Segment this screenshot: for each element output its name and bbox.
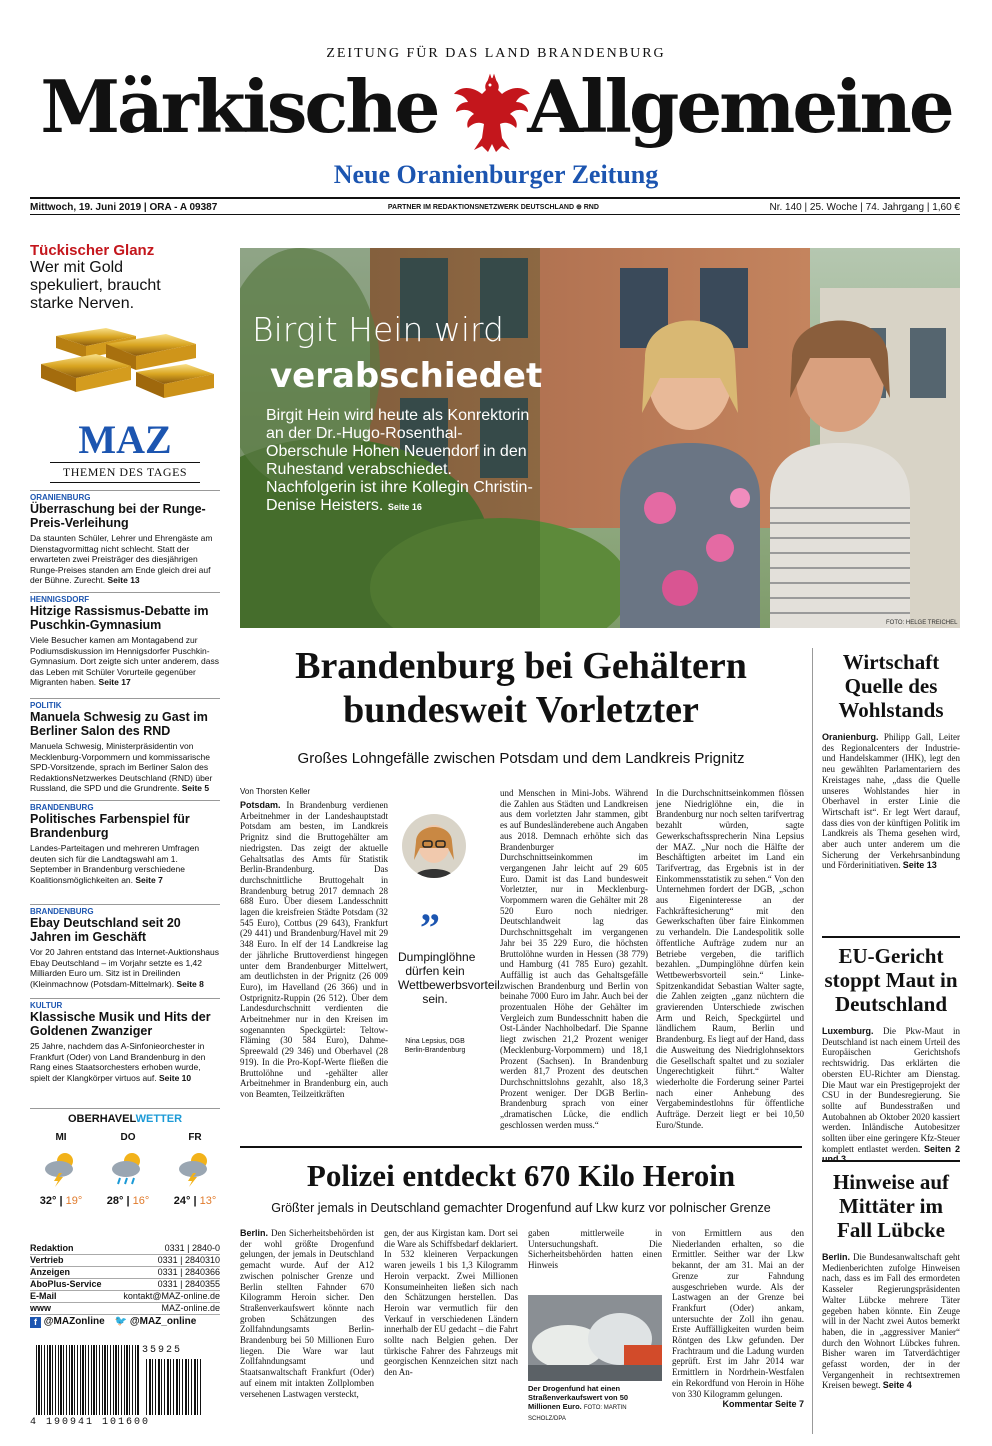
topic-item[interactable] (30, 800, 220, 885)
topic-headline: Politisches Farbenspiel für Brandenburg (30, 812, 190, 840)
topic-text: Vor 20 Jahren entstand das Internet-Auktionshaus Ebay Deutschland – im Vorjahr setzte es 1,42 Milliarden Euro um. Sitz ist in Dreilinden (Kleinmachnow (Potsdam-Mittelmark). Seite 8 (30, 947, 220, 989)
topic-page: Seite 13 (107, 575, 140, 585)
rain-cloud-icon (108, 1147, 148, 1187)
thunder-cloud-icon (175, 1147, 215, 1187)
website-link[interactable]: MAZ-online.de (161, 1303, 220, 1313)
topic-page: Seite 7 (135, 874, 163, 885)
topic-category: HENNIGSDORF (30, 592, 220, 604)
contact-row[interactable]: www MAZ-online.de (30, 1303, 220, 1313)
barcode-addon-bars (146, 1359, 202, 1415)
right-article-page: Seite 4 (882, 1380, 912, 1391)
contact-row: Vertrieb 0331 | 2840310 (30, 1255, 220, 1265)
weather-day-label: DO (120, 1132, 136, 1143)
right-article[interactable] (822, 944, 960, 1165)
right-article-page: Seite 13 (902, 860, 937, 871)
topic-text: Manuela Schwesig, Ministerpräsidentin von Mecklenburg-Vorpommern und kommissarische SPD-Vorsitzende, sprach im Berliner Salon des RedaktionsNetzwerkes Deutschland (RND) über Russland, die SPD und die Grundrente. Seite 5 (30, 741, 213, 793)
right-article[interactable] (822, 650, 960, 871)
barcode-top-number: 35925 (142, 1345, 183, 1356)
right-article-headline: Hinweise auf Mittäter im Fall Lübcke (832, 1170, 950, 1242)
drug-photo-caption: Der Drogenfund hat einen Straßenverkaufswert von 50 Millionen Euro. FOTO: MARTIN SCHOLZ/DPA (528, 1384, 629, 1422)
topic-text: Viele Besucher kamen am Montagabend zur Podiumsdiskussion im Hennigsdorfer Puschkin-Gymnasium. Dort zeigte sich unter anderem, dass das Leben mit Schüler Vorurteile gegenüber Migranten haben. Seite 17 (30, 635, 219, 687)
main-col-2: und Menschen in Mini-Jobs. Während die Zahlen aus Städten und Landkreisen aus dem vorletzten Jahr stammen, gibt es auf Bundesländerebene auch Angaben aus 2018. Demnach erhöhte sich das Brandenburger Durchschnittseinkommen im vergangenen Jahr leicht auf 29 605 Euro. Damit ist das Land bundesweit Vorletzter, nur in Mecklenburg-Vorpommern waren die Gehälter mit 28 520 Euro noch niedriger. Deutschlandweit lag das Durchschnittsgehalt im vergangenen Jahr bei 35 229 Euro, die höchsten Bruttolöhne wurden in Hessen (38 779) und Hamburg (41 785 Euro) gezahlt. Auffällig ist auch das Gehaltsgefälle zwischen Brandenburg und Berlin von beinahe 7000 Euro im Jahr. Auch bei der prozentualen Höhe der Gehälter im Vergleich zum Bundesschnitt haben die Ost-Länder Nachholbedarf. Die Spanne liegt zwischen 21,2 Prozent weniger (Mecklenburg-Vorpommern) und 18,1 Prozent (Sachsen). In Brandenburg werden 81,7 Prozent des deutschen Durchschnittslohns gezahlt, also 18,3 Prozent weniger. Der DGB Berlin-Brandenburg sprach von einer „dramatischen Lücke, die endlich geschlossen werden muss.“ (500, 788, 648, 1130)
contact-row: AboPlus-Service 0331 | 2840355 (30, 1279, 220, 1289)
facebook-link[interactable]: f @MAZonline (30, 1316, 105, 1328)
topic-item[interactable] (30, 998, 220, 1083)
main-col-1: Potsdam. In Brandenburg verdienen Arbeitnehmer in der Landeshauptstadt Potsdam am besten, im Landkreis Prignitz sind die Bruttogehälter am niedrigsten. Das zeigt der aktuelle Gehaltsatlas des Amts für Statistik Berlin-Brandenburg. Das durchschnittliche Bruttogehalt in Brandenburg betrug 2017 demnach 28 688 Euro. Über diesem Landesschnitt lagen die kreisfreien Städte Potsdam (32 545 Euro), Cottbus (29 643), Frankfurt (29 441) und Brandenburg/Havel mit 29 348 Euro. In elf der 14 Landkreise lag der jährliche Bruttoverdienst hingegen unter dem Brandenburger Mittelwert, am deutlichsten in der Prignitz (26 009 Euro), im Havelland (26 366) und in Ostprignitz-Ruppin (26 512). Über dem Landesdurchschnitt verdienten die Arbeitnehmer nur in den Kreisen im sogenannten Speckgürtel: Teltow-Fläming (30 584 Euro), Dahme-Spreewald (29 346) und Oberhavel (28 919). In die Pro-Kopf-Werte fließen die Bruttolöhne und -gehälter aller Arbeitnehmer in Brandenburg ein, auch von Beamten, Teilzeitkräften (240, 800, 388, 1099)
issue-date: Mittwoch, 19. Juni 2019 | ORA - A 09387 (30, 201, 218, 213)
topic-page: Seite 5 (181, 783, 210, 793)
weather-widget (30, 1108, 220, 1125)
teaser-text: Wer mit Gold spekuliert, braucht starke Nerven. (30, 259, 161, 312)
weather-title: OBERHAVELWETTER (30, 1108, 220, 1125)
heroin-headline[interactable]: Polizei entdeckt 670 Kilo Heroin (306, 1158, 736, 1193)
topic-category: BRANDENBURG (30, 800, 220, 812)
topic-headline: Ebay Deutschland seit 20 Jahren im Geschäft (30, 916, 181, 944)
partner-note: PARTNER IM REDAKTIONSNETZWERK DEUTSCHLAND ⊕ RND (387, 204, 599, 211)
barcode-bars (36, 1345, 140, 1415)
twitter-link[interactable]: 🐦 @MAZ_online (114, 1316, 197, 1327)
contact-table (30, 1243, 220, 1315)
topic-headline: Manuela Schwesig zu Gast im Berliner Salon des RND (30, 710, 208, 738)
topic-item[interactable] (30, 698, 220, 794)
topic-page: Seite 8 (176, 978, 204, 989)
title-right: Allgemeine (527, 64, 952, 149)
main-col-3: In die Durchschnittseinkommen flössen jene Niedriglöhne ein, die in Brandenburg nur noch selten tarifvertrag bezahlt würden, sagte Gewerkschaftssprecherin Nina Lepsius der MAZ. „Nur noch die Hälfte der Beschäftigten arbeitet im Land ein Tarifvertrag, das Ergebnis ist in der Einkommensstatistik zu sehen.“ Von den Unternehmen fordert der DGB, „schon aus Eigeninteresse an der Fachkräftesicherung“ mit den Gewerkschaften über faire Einkommen zu verhandeln. Die Landespolitik solle öffentliche Aufträge zudem nur an Betriebe vergeben, die tariflich bezahlen. „Dumpinglöhne dürfen kein Wettbewerbsvorteil sein.“ Linke-Spitzenkandidat Sebastian Walter sagte, die Zahlen zeigten „ganz nüchtern die gravierenden Unterschiede zwischen Arm und Reich, Speckgürtel und ländlichem Raum, Berlin und Brandenburg. Es liegt auf der Hand, dass die Ausweitung des Niedriglohnsektors die Gesellschaft spaltet und zu sozialer Ungerechtigkeit führt.“ Walter wiederholte die Forderung seiner Partei nach einer Anhebung des Vergabemindestlohns für öffentliche Aufträge. Derzeit liegt er bei 10,50 Euro/Stunde. (656, 788, 804, 1130)
contact-row: Redaktion 0331 | 2840-0 (30, 1243, 220, 1253)
commentary-ref: Kommentar Seite 7 (722, 1399, 804, 1410)
main-subheadline: Großes Lohngefälle zwischen Potsdam und dem Landkreis Prignitz (297, 750, 745, 767)
main-headline[interactable]: Brandenburg bei Gehältern bundesweit Vorletzter (295, 645, 747, 731)
pull-quote-author: Nina Lepsius, DGB Berlin-Brandenburg (404, 1038, 466, 1054)
topic-category: ORANIENBURG (30, 490, 220, 502)
masthead-kicker: ZEITUNG FÜR DAS LAND BRANDENBURG (326, 46, 666, 61)
right-article-text: Berlin. Die Bundesanwaltschaft geht Medienberichten zufolge Hinweisen nach, dass es im Fall des ermordeten Kasseler Regierungspräsidenten Walter Lübcke mehrere Täter gegeben haben könnte. Ein Zeuge will in der Nacht zwei Autos bemerkt haben, die in „aggressiver Manier“ durch den Wohnort Lübckes fuhren. Bisher waren im Tatverdächtiger gefasst worden, der in der Vergangenheit in rechtsextremen Kreisen bewegt. Seite 4 (822, 1252, 960, 1391)
heroin-col-4: von Ermittlern aus den Niederlanden erhalten, so die Ermittler. Seither war der Lkw bekannt, der am 31. Mai an der Grenze zur Fahndung ausgeschrieben wurde. Als der Lastwagen an der Grenze bei Frankfurt (Oder) ankam, untersuchte der Zoll ihn genau. Erste Auffälligkeiten wurden beim Röntgen des Lkw gefunden. Der Frachtraum und die Ladung wurden geprüft. Erst im Jahr 2014 war Ermittlern in Nordrhein-Westfalen ein Rekordfund von Heroin in Höhe von 330 Kilogramm gelungen. Kommentar Seite 7 (672, 1228, 804, 1410)
topic-page: Seite 17 (98, 677, 131, 687)
weather-day: MI 32° | 19° (31, 1132, 91, 1207)
thunder-cloud-icon (41, 1147, 81, 1187)
temp-low: 16° (132, 1195, 150, 1207)
hero-text[interactable]: Birgit Hein wird heute als Konrektorin an der Dr.-Hugo-Rosenthal-Oberschule Hohen Neuendorf in den Ruhestand verabschiedet. Nachfolgerin ist ihre Kollegin Christin-Denise Heisters. Seite 16 (266, 407, 533, 514)
topic-text: Landes-Parteitagen und mehreren Umfragen deuten sich für die Landtagswahl am 1. September in Brandenburg verschiedene Koalitionsmöglichkeiten an. Seite 7 (30, 843, 200, 885)
topic-category: POLITIK (30, 698, 220, 710)
newspaper-subtitle: Neue Oranienburger Zeitung (333, 160, 659, 189)
topic-category: BRANDENBURG (30, 904, 220, 916)
temp-low: 19° (65, 1195, 83, 1207)
contact-row[interactable]: E-Mail kontakt@MAZ-online.de (30, 1291, 220, 1301)
topic-item[interactable] (30, 592, 220, 688)
contact-row: Anzeigen 0331 | 2840366 (30, 1267, 220, 1277)
heroin-subheadline: Größter jemals in Deutschland gemachter Drogenfund auf Lkw kurz vor polnischer Grenze (271, 1201, 771, 1215)
hero-title-bold: verabschiedet (270, 356, 543, 396)
issue-number: Nr. 140 | 25. Woche | 74. Jahrgang | 1,60 € (769, 201, 960, 213)
temp-low: 13° (199, 1195, 217, 1207)
topic-item[interactable] (30, 490, 220, 586)
drug-photo-credit: FOTO: MARTIN SCHOLZ/DPA (528, 1405, 627, 1422)
teaser-kicker: Tückischer Glanz (30, 242, 155, 259)
temp-high: 28° (106, 1195, 124, 1207)
section-rule (240, 1146, 802, 1148)
right-article-page: Seiten 2 und 3 (822, 1143, 960, 1165)
column-divider (812, 648, 813, 1434)
temp-high: 32° (39, 1195, 57, 1207)
author-portrait (402, 814, 466, 878)
right-article-headline: Wirtschaft Quelle des Wohlstands (838, 650, 944, 722)
topic-category: KULTUR (30, 998, 220, 1010)
hero-page: Seite 16 (387, 502, 422, 512)
section-rule (822, 1160, 960, 1162)
topic-text: Da staunten Schüler, Lehrer und Ehrengäste am Dienstagvormittag nicht schlecht. Statt der erwarteten zwei Preisträger des diesjährigen Runge-Preises standen am Ende gleich drei auf der Bühne. Zurecht. Seite 13 (30, 533, 213, 585)
facebook-icon: f (30, 1317, 41, 1328)
heroin-col-3: gaben mittlerweile in Untersuchungshaft. Die Sicherheitsbehörden hatten einen Hinweis (528, 1228, 662, 1271)
topic-headline: Hitzige Rassismus-Debatte im Puschkin-Gymnasium (30, 604, 209, 632)
barcode (30, 1345, 220, 1429)
right-article-text: Oranienburg. Philipp Gall, Leiter des Regionalcenters der Industrie- und Handelskammer (IHK), legt den neu gewählten Parlamentariern des Kreistages nahe, „dass die Quelle unseres Wohlstandes hier in Oberhavel in erster Linie die Wirtschaft ist“. Er legt Wert darauf, dass dies von der künftigen Politik im Landkreis als Thema gesehen wird, aber auch unter anderem um die Sicherung der Verkehrsanbindung und Förderinitiativen. Seite 13 (822, 732, 960, 871)
topic-text: 25 Jahre, nachdem das A-Sinfonieorchester in Frankfurt (Oder) von Land Brandenburg in den Rang eines Staatsorchesters erhoben wurde, spielt der Klangkörper virtuos auf. Seite 10 (30, 1041, 206, 1083)
right-article-text: Luxemburg. Die Pkw-Maut in Deutschland ist nach einem Urteil des Europäischen Gerichtshofs rechtswidrig. Das erklärten die obersten EU-Richter am Dienstag. Die Maut war ein Prestigeprojekt der CSU in der Bundesregierung. Sie sollte auf Bundesstraßen und Autobahnen ab Oktober 2020 kassiert werden. Inländische Autobesitzer sollten über eine geringere Kfz-Steuer komplett entlastet werden. Seiten 2 und 3 (822, 1026, 960, 1165)
weather-day: DO 28° | 16° (98, 1132, 158, 1207)
social-links (30, 1316, 220, 1328)
issue-info-bar (30, 197, 960, 215)
heroin-col-1: Berlin. Den Sicherheitsbehörden ist der wohl größte Drogenfund gelungen, der jemals in Deutschland gemacht wurde. Auf der A12 zwischen polnischer Grenze und Berlin stellten Fahnder 670 Kilogramm Heroin sicher. Den Straßenverkaufswert könnte nach groben Schätzungen des Zollfahndungsamts Berlin-Brandenburg bei 50 Millionen Euro liegen. Die Ware war laut Zollfahndungsamt und Staatsanwaltschaft Frankfurt (Oder) auf einem mit intakten Zollplomben versehenen Lastwagen versteckt, (240, 1228, 374, 1399)
pull-quote: Dumpinglöhne dürfen kein Wettbewerbsvorteil sein. (398, 950, 500, 1006)
gold-bars-image (36, 314, 216, 402)
topic-item[interactable] (30, 904, 220, 989)
byline: Von Thorsten Keller (240, 787, 311, 796)
right-article[interactable] (822, 1170, 960, 1391)
right-article-headline: EU-Gericht stoppt Maut in Deutschland (824, 944, 958, 1016)
maz-logo (30, 417, 220, 483)
twitter-icon: 🐦 (114, 1316, 128, 1327)
quote-mark-icon: ” (420, 905, 440, 950)
gold-teaser[interactable] (30, 242, 220, 325)
weather-day-label: MI (55, 1132, 67, 1143)
title-left: Märkische (40, 64, 438, 149)
eagle-coat-of-arms-icon (452, 72, 532, 156)
maz-logo-text: MAZ (78, 417, 172, 462)
topic-headline: Klassische Musik und Hits der Goldenen Zwanziger (30, 1010, 211, 1038)
hero-photo-credit: FOTO: HELGE TREICHEL (886, 620, 958, 626)
section-rule (822, 936, 960, 938)
heroin-col-2: gen, der aus Kirgistan kam. Dort sei die Ware als Schiffsbedarf deklariert. In 532 kleineren Verpackungen waren jeweils 1 bis 1,3 Kilogramm Heroin verpackt. Zwei Millionen Konsumeinheiten ließen sich nach den Schätzungen herstellen. Das Heroin war vermutlich für den Verkauf in verschiedenen Ländern innerhalb der EU gedacht – die Fahrt sollte nach Belgien gehen. Der türkische Fahrer des Fahrzeugs mit georgischen Kennzeichen sitzt nach den An- (384, 1228, 518, 1378)
topics-label: THEMEN DES TAGES (50, 462, 200, 483)
topic-page: Seite 10 (159, 1072, 192, 1083)
barcode-bottom-number: 4 190941 101600 (30, 1417, 151, 1428)
weather-day: FR 24° | 13° (165, 1132, 225, 1207)
email-link[interactable]: kontakt@MAZ-online.de (123, 1291, 220, 1301)
hero-title-light: Birgit Hein wird (252, 310, 504, 349)
temp-high: 24° (173, 1195, 191, 1207)
weather-day-label: FR (188, 1132, 202, 1143)
drug-seizure-photo (528, 1295, 662, 1381)
topic-headline: Überraschung bei der Runge-Preis-Verleihung (30, 502, 206, 530)
